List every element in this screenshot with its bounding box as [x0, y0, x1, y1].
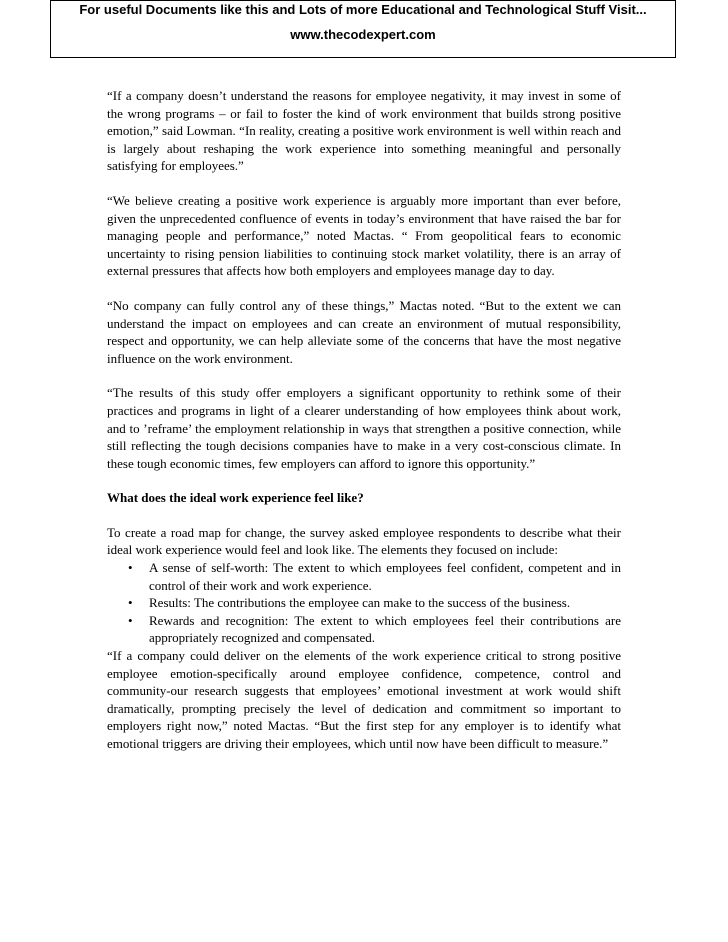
closing-quote: “If a company could deliver on the elements of the work experience critical to strong positive employee emotion-specifically around employee confidence, competence, control and community-our research suggests that employees’ emotional investment at work would shift dramatically, prompting precisely the level of dedication and commitment so important to employers right now,” noted Mactas. “But the first step for any employer is to identify what emotional triggers are driving their employees, which until now have been difficult to measure.” [107, 648, 621, 751]
paragraph-4: “The results of this study offer employers a significant opportunity to rethink some of their practices and programs in light of a clearer understanding of how employees think about work, and to ’reframe’ the employment relationship in ways that strengthen a positive connection, while still reflecting the tough decisions companies have to make in a very cost-conscious climate. In these tough economic times, few employers can afford to ignore this opportunity.” [107, 385, 621, 471]
section-heading: What does the ideal work experience feel like? [107, 490, 364, 506]
list-item [128, 612, 621, 647]
paragraph-2: “We believe creating a positive work experience is arguably more important than ever before, given the unprecedented confluence of events in today’s environment that have raised the bar for managing people and performance,” noted Mactas. “ From geopolitical fears to economic uncertainty to rising pension liabilities to continuing stock market volatility, there is an array of external pressures that affects how both employers and employees manage day to day. [107, 192, 621, 279]
intro-paragraph: To create a road map for change, the survey asked employee respondents to describe what their ideal work experience would feel and look like. The elements they focused on include: [107, 524, 621, 558]
list-item [128, 594, 621, 612]
bullet-icon: • [128, 612, 133, 628]
bullet-icon: • [128, 595, 133, 611]
list-item-text: Results: The contributions the employee can make to the success of the business. [149, 595, 571, 611]
list-item-text: Rewards and recognition: The extent to which employees feel their contributions are appropriately recognized and compensated. [149, 612, 621, 646]
document-body [107, 87, 621, 770]
bullet-icon: • [128, 560, 133, 576]
list-item-text: A sense of self-worth: The extent to which employees feel confident, competent and in control of their work and work experience. [149, 560, 621, 593]
bullet-list [107, 559, 621, 647]
promo-link[interactable]: www.thecodexpert.com [290, 27, 436, 42]
promo-banner [50, 0, 676, 58]
paragraph-3: “No company can fully control any of these things,” Mactas noted. “But to the extent we can understand the impact on employees and can create an environment of mutual responsibility, respect and opportunity, we can help alleviate some of the concerns that have the most negative influence on the work environment. [107, 297, 621, 366]
paragraph-1: “If a company doesn’t understand the reasons for employee negativity, it may invest in some of the wrong programs – or fail to foster the kind of work environment that builds strong positive emotion,” said Lowman. “In reality, creating a positive work environment is well within reach and is largely about reshaping the work experience into something meaningful and personally satisfying for employees.” [107, 88, 621, 174]
promo-text: For useful Documents like this and Lots of more Educational and Technological Stuff Visit... [79, 2, 647, 17]
list-item [128, 559, 621, 594]
